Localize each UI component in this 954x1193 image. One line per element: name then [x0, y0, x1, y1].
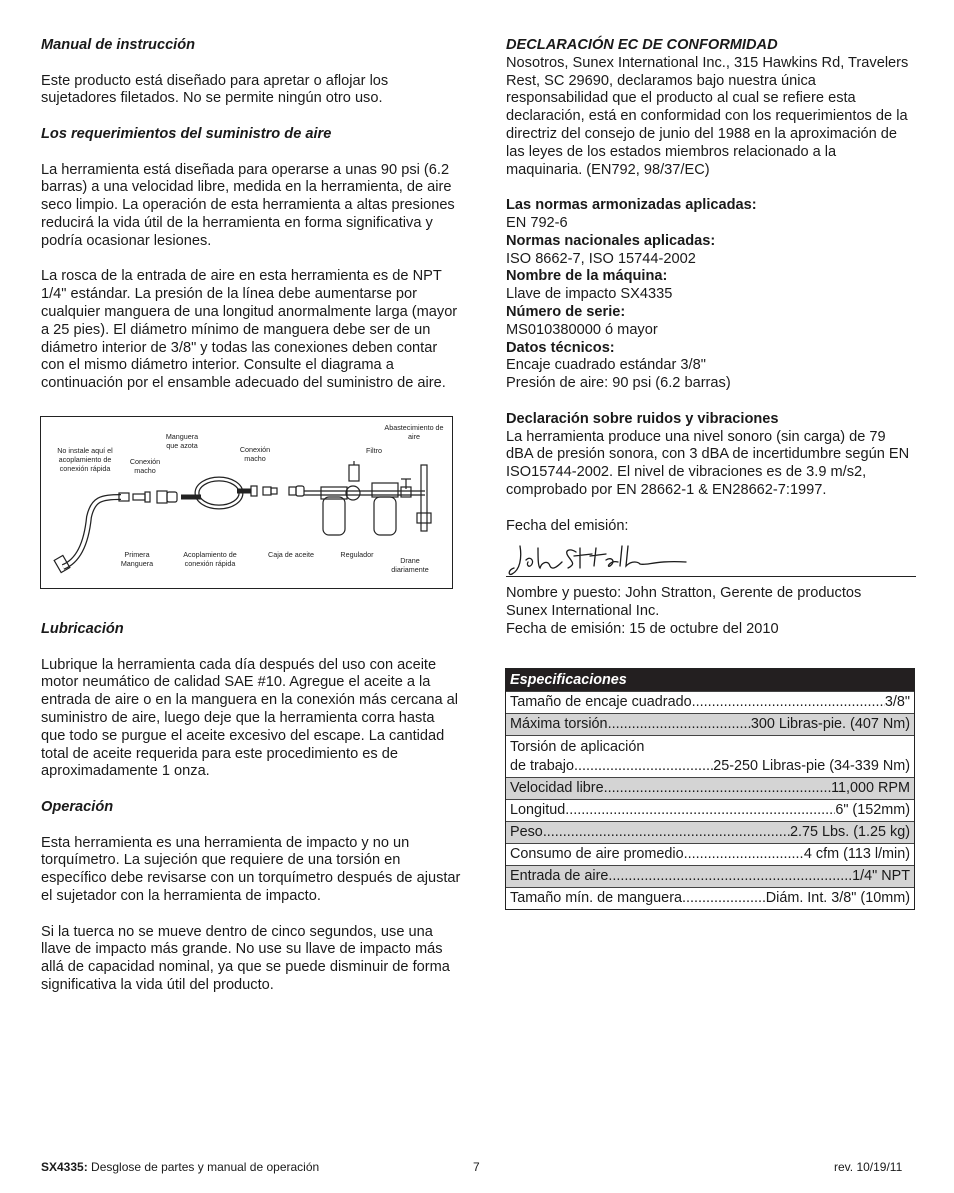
label-caja-aceite: Caja de aceite [268, 550, 314, 559]
spec-value: 300 Libras-pie. (407 Nm) [750, 716, 910, 732]
label-primera-manguera: Primera Manguera [120, 550, 154, 568]
op-text-2: Si la tuerca no se mueve dentro de cinco segundos, use una llave de impacto más grande. No use su llave de impacto más allá de capacidad nominal, ya que se puede disminuir de forma significativa la vida útil del producto. [41, 923, 450, 993]
spec-value: 25-250 Libras-pie (34-339 Nm) [713, 758, 910, 774]
spec-row [506, 887, 914, 909]
spec-name-2: de trabajo [510, 758, 575, 774]
right-column [506, 37, 916, 535]
spec-value: 3/8" [884, 694, 910, 710]
footer-left [41, 1160, 319, 1174]
left-column [41, 37, 461, 393]
label-filtro: Filtro [366, 446, 382, 455]
ruidos-label: Declaración sobre ruidos y vibraciones [506, 410, 779, 427]
spec-row [506, 713, 914, 735]
spec-row [506, 843, 914, 865]
spec-name: Máxima torsión [510, 716, 608, 732]
spec-value: 1/4" NPT [852, 868, 910, 884]
normas-nac-label: Normas nacionales aplicadas: [506, 232, 716, 249]
fecha-emision: Fecha de emisión: 15 de octubre del 2010 [506, 620, 779, 637]
nombre-puesto: Nombre y puesto: John Stratton, Gerente de productos [506, 585, 862, 601]
datos-value-1: Encaje cuadrado estándar 3/8" [506, 357, 706, 374]
manual-heading: Manual de instrucción [41, 37, 196, 53]
footer-model: SX4335: [41, 1160, 88, 1174]
spec-name: Peso [510, 824, 543, 840]
spec-name: Tamaño mín. de manguera [510, 890, 682, 906]
air-supply-diagram [40, 416, 453, 589]
spec-name: Tamaño de encaje cuadrado [510, 694, 692, 710]
spec-name: Entrada de aire [510, 868, 609, 884]
spec-name: Torsión de aplicación [510, 739, 645, 755]
label-drane: Drane diariamente [391, 556, 429, 574]
label-regulador: Regulador [340, 550, 374, 559]
page-number: 7 [473, 1160, 480, 1174]
serie-value: MS010380000 ó mayor [506, 321, 658, 338]
serie-label: Número de serie: [506, 303, 626, 320]
signature [506, 538, 696, 580]
label-manguera-azota: Manguera que azota [165, 432, 199, 450]
op-heading: Operación [41, 798, 114, 815]
revision: rev. 10/19/11 [834, 1160, 903, 1174]
label-conexion-macho: Conexión macho [129, 457, 161, 475]
normas-arm-value: EN 792-6 [506, 214, 568, 231]
decl-text: Nosotros, Sunex International Inc., 315 Hawkins Rd, Travelers Rest, SC 29690, declaramos bajo nuestra única responsabilidad que el producto al cual se refiere esta declaración, está en conformidad con los requerimientos de la directriz del consejo de junio del 1988 en la aproximación de las leyes de los estados miembros relacionado a la maquinaria. (EN792, 98/37/EC) [506, 54, 909, 178]
air-heading: Los requerimientos del suministro de aire [41, 125, 332, 142]
air-text-1: La herramienta está diseñada para operarse a unas 90 psi (6.2 barras) a una velocidad libre, medida en la herramienta, de aire seco limpio. La operación de esta herramienta a altas presiones reducirá la vida útil de la herramienta en forma significativa y podría ocasionar lesiones. [41, 161, 455, 249]
spec-row [506, 735, 914, 777]
normas-arm-label: Las normas armonizadas aplicadas: [506, 197, 757, 214]
spec-value: 4 cfm (113 l/min) [803, 846, 910, 862]
specs-title: Especificaciones [506, 669, 914, 691]
lub-heading: Lubricación [41, 621, 124, 637]
left-column-lower [41, 621, 461, 995]
lub-text: Lubrique la herramienta cada día después del uso con aceite motor neumático de calidad SAE #10. Agregue el aceite a la entrada de aire o en la manguera en la conexión más cercana al suministro de aire, luego deje que la herramienta corra hasta que todo se purgue el aceite excesivo del escape. La cantidad total de aceite requerida para este procedimiento es de aproximadamente 1 onza. [41, 656, 458, 780]
spec-value: 2.75 Lbs. (1.25 kg) [790, 824, 910, 840]
spec-value: 11,000 RPM [831, 780, 910, 796]
datos-value-2: Presión de aire: 90 psi (6.2 barras) [506, 375, 731, 392]
empresa: Sunex International Inc. [506, 602, 660, 619]
fecha-label: Fecha del emisión: [506, 517, 629, 534]
nombre-maq-label: Nombre de la máquina: [506, 268, 668, 285]
spec-row [506, 777, 914, 799]
spec-name: Consumo de aire promedio. [510, 846, 688, 862]
spec-row [506, 865, 914, 887]
normas-nac-value: ISO 8662-7, ISO 15744-2002 [506, 250, 696, 267]
spec-row [506, 691, 914, 713]
spec-row [506, 799, 914, 821]
footer-doc: Desglose de partes y manual de operación [87, 1160, 320, 1174]
air-text-2: La rosca de la entrada de aire en esta herramienta es de NPT 1/4" estándar. La presión de la línea debe aumentarse por cualquier manguera de una longitud anormalmente larga (mayor a 25 pies). El diámetro mínimo de manguera debe ser de un diámetro interior de 3/8" y todas las conexiones deben contar con el mismo diámetro interior. Consulte el diagrama a continuación por el ensamble adecuado del suministro de aire. [41, 268, 458, 392]
label-conexion: Conexión macho [239, 445, 271, 463]
op-text-1: Esta herramienta es una herramienta de impacto y no un torquímetro. La sujeción que requiere de una torsión en específico debe revisarse con un torquímetro después de ajustar el sujetador con la herramienta de impacto. [41, 834, 461, 904]
specs-table [505, 668, 915, 910]
spec-value: Diám. Int. 3/8" (10mm) [765, 890, 910, 906]
signer-block [506, 585, 916, 638]
label-no-instale: No instale aquí el acoplamiento de conexión rápida [57, 446, 113, 473]
spec-name: Longitud [510, 802, 566, 818]
label-acoplamiento: Acoplamiento de conexión rápida [183, 550, 237, 568]
nombre-maq-value: Llave de impacto SX4335 [506, 286, 673, 303]
manual-text: Este producto está diseñado para apretar o aflojar los sujetadores filetados. No se permite ningún otro uso. [41, 72, 389, 107]
decl-heading: DECLARACIÓN EC DE CONFORMIDAD [506, 37, 778, 53]
spec-value: 6" (152mm) [835, 802, 910, 818]
signature-line [506, 576, 916, 577]
spec-row [506, 821, 914, 843]
spec-name: Velocidad libre [510, 780, 604, 796]
ruidos-text: La herramienta produce una nivel sonoro (sin carga) de 79 dBA de presión sonora, con 3 dBA de incertidumbre según EN ISO15744-2002. El nivel de vibraciones es de 3.9 m/s2, comprobado por EN 28662-1 & EN28662-7:1997. [506, 428, 910, 498]
datos-label: Datos técnicos: [506, 339, 615, 356]
label-abastecimiento: Abastecimiento de aire [384, 423, 444, 441]
